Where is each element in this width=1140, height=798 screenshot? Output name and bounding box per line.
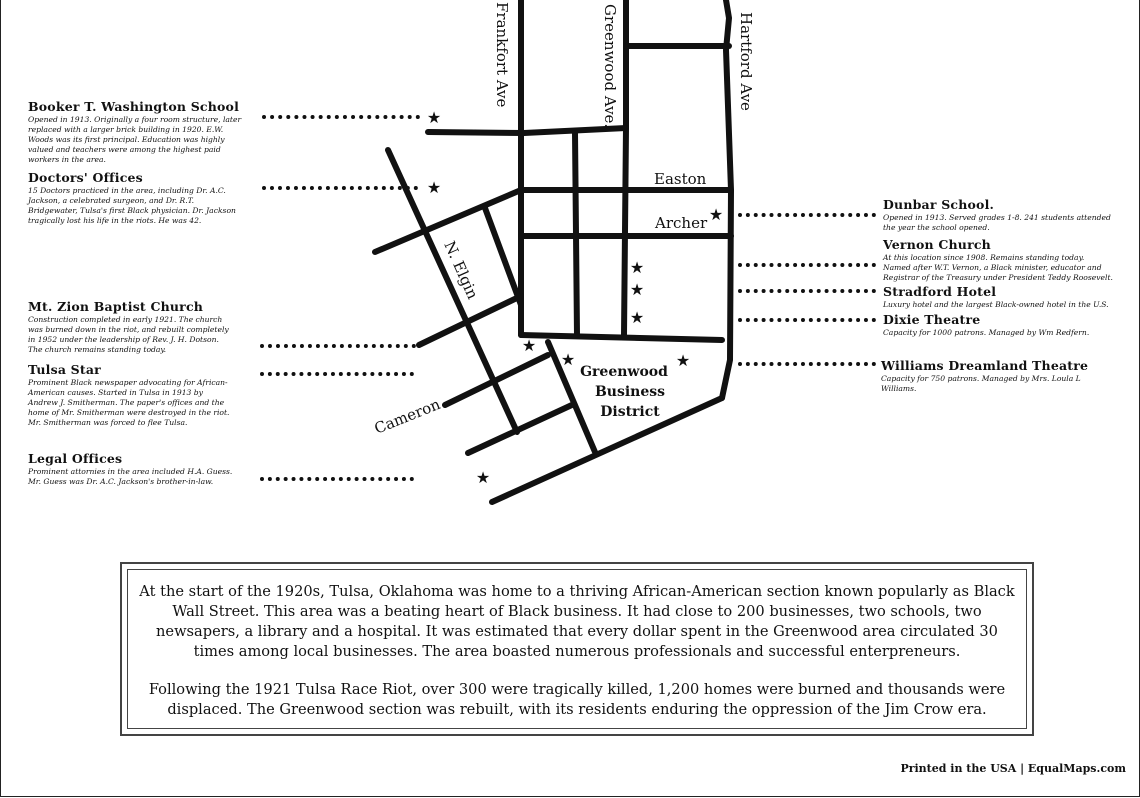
- landmark-description: Prominent Black newspaper advocating for African-American causes. Started in Tulsa in 1913 by Andrew J. Smitherman. The paper's offices and the home of Mr. Smitherman were destroyed in the riot. Mr. Smitherman was forced to flee Tulsa.: [28, 378, 230, 427]
- landmark-description: Prominent attornies in the area included H.A. Guess. Mr. Guess was Dr. A.C. Jackson's brother-in-law.: [28, 467, 233, 486]
- street-label-easton: Easton: [654, 170, 707, 188]
- landmark-title: Doctors' Offices: [28, 170, 143, 185]
- landmark-title: Booker T. Washington School: [28, 99, 240, 114]
- star-icon: ★: [629, 308, 645, 327]
- landmark-booker-t-washington-school: [28, 99, 248, 165]
- landmark-williams-dreamland-theatre: [881, 358, 1091, 394]
- street-label-hartford: Hartford Ave: [737, 12, 755, 111]
- landmark-description: Luxury hotel and the largest Black-owned hotel in the U.S.: [883, 300, 1109, 309]
- district-label-3: District: [600, 404, 660, 420]
- district-label-2: Business: [594, 384, 666, 400]
- landmark-description: At this location since 1908. Remains standing today. Named after W.T. Vernon, a Black minister, educator and Registrar of the Treasury under President Teddy Roosevelt.: [883, 253, 1113, 282]
- leader-line: [738, 289, 876, 293]
- landmark-dixie-theatre: [883, 312, 1123, 338]
- leader-line: [738, 362, 876, 366]
- street-inner-1: [575, 133, 577, 335]
- landmark-title: Williams Dreamland Theatre: [881, 358, 1089, 373]
- landmark-tulsa-star: [28, 362, 234, 428]
- landmark-mt-zion-baptist-church: [28, 299, 234, 355]
- street-label-greenwood: Greenwood Ave.: [601, 4, 619, 129]
- leader-line: [738, 318, 876, 322]
- street-greenwood: [624, 0, 626, 335]
- star-icon: ★: [675, 351, 691, 370]
- landmark-stradford-hotel: [883, 284, 1123, 310]
- star-icon: ★: [521, 336, 537, 355]
- landmark-description: Construction completed in early 1921. The church was burned down in the riot, and rebuilt completely in 1952 under the leadership of Rev. J. H. Dotson. The church remains standing today.: [28, 315, 229, 354]
- summary-box: [120, 562, 1034, 736]
- leader-line: [260, 344, 416, 348]
- landmark-description: Opened in 1913. Originally a four room structure, later replaced with a larger brick building in 1920. E.W. Woods was its first principal. Education was highly valued and teachers were among the highest paid workers in the area.: [28, 115, 242, 164]
- street-label-archer: Archer: [655, 214, 708, 232]
- landmark-doctors-offices: [28, 170, 238, 226]
- street-cross-3: [445, 355, 548, 405]
- landmark-title: Dixie Theatre: [883, 312, 981, 327]
- street-label-elgin: N. Elgin: [440, 238, 482, 302]
- footer-credit: Printed in the USA | EqualMaps.com: [900, 762, 1126, 775]
- street-block-2: [428, 128, 626, 133]
- landmark-vernon-church: [883, 237, 1113, 283]
- street-label-frankfort: Frankfort Ave: [493, 2, 511, 108]
- star-icon: ★: [426, 108, 442, 127]
- street-grid-bottom: [521, 335, 722, 340]
- star-icon: ★: [629, 258, 645, 277]
- landmark-title: Vernon Church: [883, 237, 991, 252]
- star-icon: ★: [629, 280, 645, 299]
- star-icon: ★: [475, 468, 491, 487]
- landmark-title: Mt. Zion Baptist Church: [28, 299, 204, 314]
- leader-line: [260, 477, 414, 481]
- landmark-legal-offices: [28, 451, 243, 487]
- street-elgin: [388, 150, 517, 432]
- landmark-description: Capacity for 750 patrons. Managed by Mrs. Loula L Williams.: [881, 374, 1081, 393]
- star-icon: ★: [708, 205, 724, 224]
- summary-paragraph-1: At the start of the 1920s, Tulsa, Oklahoma was home to a thriving African-American section known popularly as Black Wall Street. This area was a beating heart of Black business. It had close to 200 businesses, two schools, two newsapers, a library and a hospital. It was estimated that every dollar spent in the Greenwood area circulated 30 times among local businesses. The area boasted numerous professionals and successful enterpreneurs.: [139, 583, 1015, 660]
- star-icon: ★: [426, 178, 442, 197]
- landmark-description: Opened in 1913. Served grades 1-8. 241 students attended the year the school opened.: [883, 213, 1111, 232]
- star-icon: ★: [560, 350, 576, 369]
- leader-line: [262, 186, 418, 190]
- street-cross-5: [485, 208, 521, 305]
- landmark-title: Stradford Hotel: [883, 284, 997, 299]
- summary-inner: [127, 569, 1027, 729]
- street-cross-2: [419, 296, 521, 345]
- landmark-dunbar-school: [883, 197, 1113, 233]
- leader-line: [738, 263, 876, 267]
- street-cross-4: [468, 404, 574, 453]
- landmark-title: Tulsa Star: [28, 362, 101, 377]
- street-lines: [375, 0, 731, 502]
- landmark-description: Capacity for 1000 patrons. Managed by Wm Redfern.: [883, 328, 1090, 337]
- leader-line: [738, 213, 876, 217]
- district-label-1: Greenwood: [580, 364, 668, 380]
- leader-line: [260, 372, 414, 376]
- landmark-title: Dunbar School.: [883, 197, 995, 212]
- landmark-title: Legal Offices: [28, 451, 123, 466]
- landmark-description: 15 Doctors practiced in the area, including Dr. A.C. Jackson, a celebrated surgeon, and Dr. R.T. Bridgewater, Tulsa's first Black physician. Dr. Jackson tragically lost his life in the riots. He was 42.: [28, 186, 236, 225]
- leader-line: [262, 115, 420, 119]
- street-label-cameron: Cameron: [371, 395, 443, 438]
- summary-paragraph-2: Following the 1921 Tulsa Race Riot, over 300 were tragically killed, 1,200 homes were burned and thousands were displaced. The Greenwood section was rebuilt, with its residents enduring the oppression of the Jim Crow era.: [148, 681, 1006, 718]
